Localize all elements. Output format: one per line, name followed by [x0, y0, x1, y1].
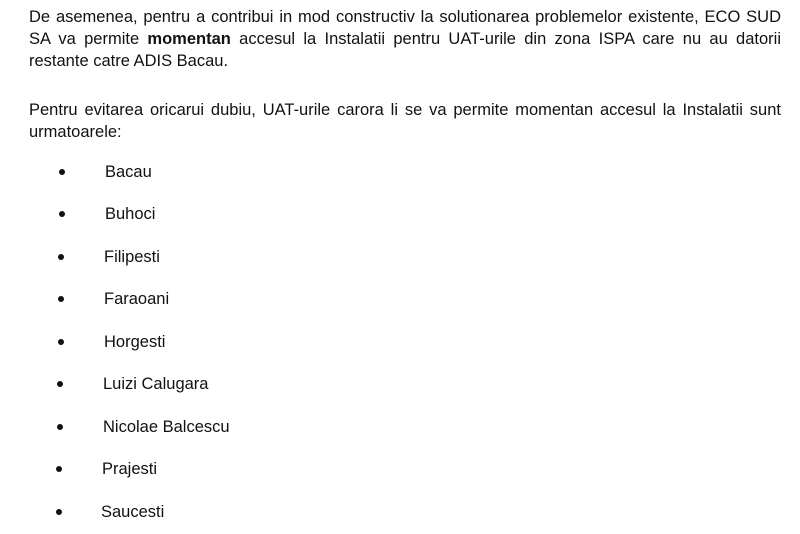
- list-item: [0, 331, 400, 353]
- bullet-icon: [58, 254, 64, 260]
- bullet-icon: [57, 381, 63, 387]
- list-item-label: Buhoci: [105, 205, 156, 223]
- bullet-icon: [58, 339, 64, 345]
- list-item: [0, 161, 400, 183]
- paragraph-1-intro: De asemenea, pentru a contribui in mod constructiv la solutionarea problemelor existente, ECO SUD SA va permite: [29, 8, 781, 48]
- list-item-label: Horgesti: [104, 333, 166, 351]
- list-item-label: Luizi Calugara: [103, 375, 209, 393]
- list-item: [0, 288, 400, 310]
- list-item: [0, 246, 400, 268]
- paragraph-1-rest: accesul la Instalatii pentru UAT-urile din zona ISPA care nu au datorii restante catre ADIS Bacau.: [29, 30, 781, 70]
- bullet-icon: [59, 211, 65, 217]
- bullet-icon: [58, 296, 64, 302]
- bullet-icon: [56, 509, 62, 515]
- list-item: [0, 458, 400, 480]
- list-item-label: Saucesti: [101, 503, 165, 521]
- list-item-label: Nicolae Balcescu: [103, 418, 230, 436]
- list-item-label: Faraoani: [104, 290, 170, 308]
- list-item: [0, 203, 400, 225]
- paragraph-uat-intro: Pentru evitarea oricarui dubiu, UAT-urile carora li se va permite momentan accesul la Instalatii sunt urmatoarele:: [29, 101, 781, 141]
- bullet-icon: [57, 424, 63, 430]
- list-item-label: Prajesti: [102, 460, 158, 478]
- list-item: [0, 501, 400, 523]
- list-item-label: Filipesti: [104, 248, 160, 266]
- list-item: [0, 373, 400, 395]
- list-item-label: Bacau: [105, 163, 152, 181]
- list-item: [0, 416, 400, 438]
- bullet-icon: [56, 466, 62, 472]
- bullet-icon: [59, 169, 65, 175]
- paragraph-1-emphasis: momentan: [147, 30, 231, 48]
